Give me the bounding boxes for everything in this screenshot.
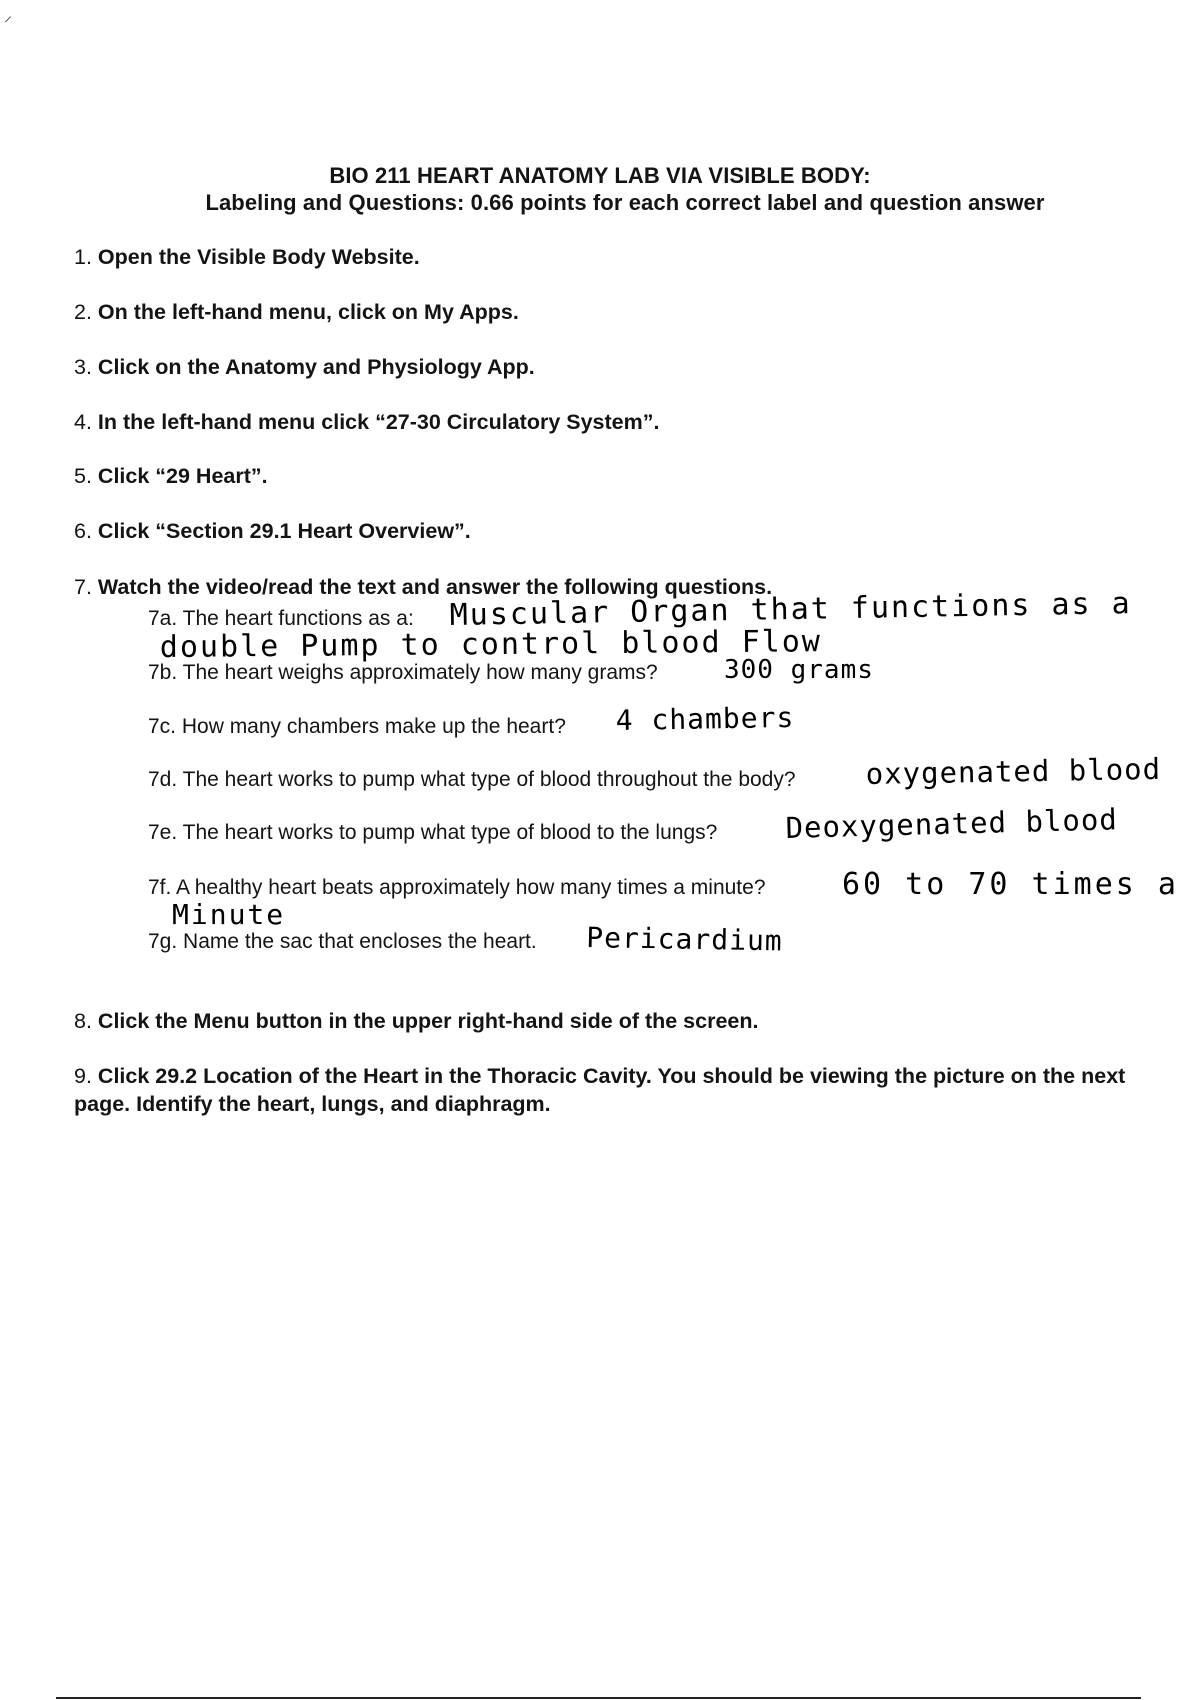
- step-8: [74, 1009, 758, 1034]
- handwritten-answer-7c: 4 chambers: [615, 700, 795, 737]
- question-7d: 7d. The heart works to pump what type of blood throughout the body?: [148, 768, 796, 791]
- scan-mark: ⸝: [4, 8, 13, 25]
- step-text: In the left-hand menu click “27-30 Circulatory System”.: [97, 410, 660, 434]
- handwritten-answer-7f: 60 to 70 times a: [842, 867, 1179, 902]
- question-7a: 7a. The heart functions as a:: [148, 607, 414, 630]
- question-7f: 7f. A healthy heart beats approximately how many times a minute?: [148, 876, 766, 899]
- question-7e: 7e. The heart works to pump what type of blood to the lungs?: [148, 821, 718, 844]
- step-text: Watch the video/read the text and answer the following questions.: [97, 575, 773, 599]
- question-7b: 7b. The heart weighs approximately how many grams?: [148, 661, 658, 684]
- handwritten-answer-7a: Muscular Organ that functions as a: [449, 586, 1132, 633]
- handwritten-answer-7d: oxygenated blood: [865, 751, 1162, 791]
- handwritten-answer-7b: 300 grams: [724, 655, 874, 685]
- step-text: On the left-hand menu, click on My Apps.: [97, 300, 519, 324]
- step-3: [74, 355, 535, 380]
- step-number: 7.: [74, 575, 92, 599]
- handwritten-answer-7g: Pericardium: [586, 921, 783, 958]
- step-number: 8.: [74, 1009, 92, 1033]
- step-text: Click 29.2 Location of the Heart in the Thoracic Cavity. You should be viewing the picture on the next page. Identify the heart, lungs, and diaphragm.: [74, 1064, 1126, 1116]
- step-text: Click “Section 29.1 Heart Overview”.: [97, 519, 471, 543]
- question-7g: 7g. Name the sac that encloses the heart.: [148, 930, 537, 953]
- step-9: [74, 1062, 1144, 1118]
- step-4: [74, 410, 659, 435]
- step-number: 9.: [74, 1064, 92, 1088]
- step-number: 5.: [74, 464, 92, 488]
- step-6: [74, 519, 471, 544]
- step-text: Open the Visible Body Website.: [97, 245, 420, 269]
- step-1: [74, 245, 420, 270]
- step-number: 3.: [74, 355, 92, 379]
- handwritten-answer-7f-line2: Minute: [172, 898, 286, 931]
- step-2: [74, 300, 519, 325]
- page-bottom-rule: [56, 1697, 1141, 1699]
- step-text: Click the Menu button in the upper right-hand side of the screen.: [97, 1009, 759, 1033]
- step-5: [74, 464, 268, 489]
- step-number: 6.: [74, 519, 92, 543]
- step-number: 2.: [74, 300, 92, 324]
- handwritten-answer-7e: Deoxygenated blood: [785, 802, 1119, 845]
- step-number: 4.: [74, 410, 92, 434]
- step-text: Click on the Anatomy and Physiology App.: [97, 355, 535, 379]
- step-text: Click “29 Heart”.: [97, 464, 268, 488]
- handwritten-answer-7a-line2: double Pump to control blood Flow: [159, 624, 823, 665]
- worksheet-title: BIO 211 HEART ANATOMY LAB VIA VISIBLE BODY:: [329, 163, 871, 188]
- step-number: 1.: [74, 245, 92, 269]
- question-7c: 7c. How many chambers make up the heart?: [148, 715, 566, 738]
- worksheet-subtitle: Labeling and Questions: 0.66 points for each correct label and question answer: [205, 190, 1045, 215]
